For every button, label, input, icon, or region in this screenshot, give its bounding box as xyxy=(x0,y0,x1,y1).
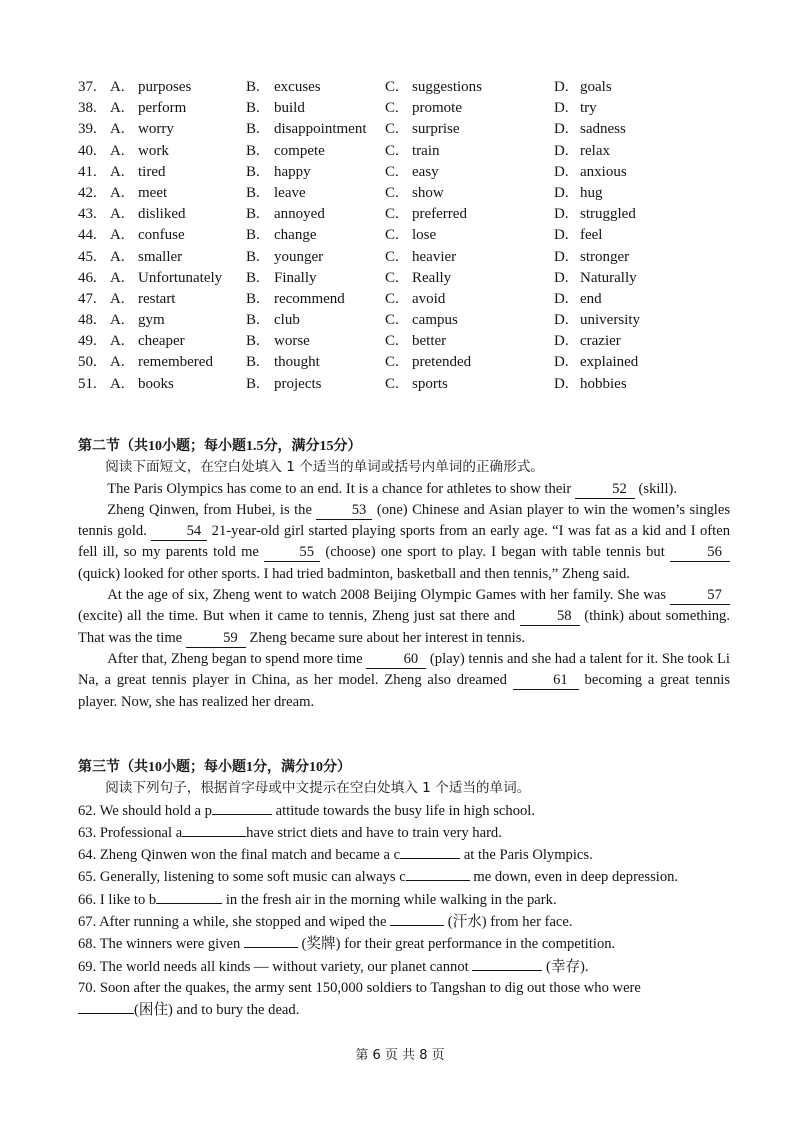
option-c: pretended xyxy=(412,354,472,371)
option-letter: D. xyxy=(554,290,569,307)
option-a: disliked xyxy=(138,206,186,223)
blank-58[interactable]: 58 xyxy=(520,608,580,626)
option-letter: B. xyxy=(246,163,260,180)
option-c: show xyxy=(412,184,444,201)
option-b: leave xyxy=(274,184,306,201)
option-d: goals xyxy=(580,79,612,95)
option-c: heavier xyxy=(412,248,457,265)
sentence-63: 63. Professional a have strict diets and have to train very hard. xyxy=(78,822,730,844)
option-letter: D. xyxy=(554,206,569,223)
option-b: younger xyxy=(274,248,324,265)
option-letter: C. xyxy=(385,290,399,307)
option-d: explained xyxy=(580,354,639,371)
option-letter: C. xyxy=(385,79,399,95)
option-c: better xyxy=(412,333,447,350)
option-b: happy xyxy=(274,163,311,180)
question-number: 44. xyxy=(78,227,97,244)
option-a: worry xyxy=(138,121,174,138)
option-letter: C. xyxy=(385,142,399,159)
question-number: 43. xyxy=(78,206,97,223)
option-letter: B. xyxy=(246,206,260,223)
option-letter: D. xyxy=(554,354,569,371)
option-b: annoyed xyxy=(274,206,325,223)
option-letter: A. xyxy=(110,312,125,329)
passage-paragraph-1: The Paris Olympics has come to an end. It is a chance for athletes to show their 52 (skill). xyxy=(107,480,678,497)
option-letter: A. xyxy=(110,163,125,180)
option-c: avoid xyxy=(412,290,446,307)
option-letter: B. xyxy=(246,121,260,138)
question-row xyxy=(78,204,738,225)
blank-52[interactable]: 52 xyxy=(575,481,635,499)
option-letter: C. xyxy=(385,375,399,392)
option-b: disappointment xyxy=(274,121,367,138)
option-letter: C. xyxy=(385,312,399,329)
option-letter: C. xyxy=(385,269,399,286)
option-letter: A. xyxy=(110,184,125,201)
blank-64[interactable] xyxy=(400,844,460,859)
blank-56[interactable]: 56 xyxy=(670,544,730,562)
sentence-70: 70. Soon after the quakes, the army sent 150,000 soldiers to Tangshan to dig out those who were xyxy=(78,979,641,996)
question-number: 46. xyxy=(78,269,97,286)
option-letter: C. xyxy=(385,227,399,244)
option-letter: C. xyxy=(385,354,399,371)
option-d: hobbies xyxy=(580,375,627,392)
option-b: recommend xyxy=(274,290,345,307)
option-d: crazier xyxy=(580,333,621,350)
question-number: 47. xyxy=(78,290,97,307)
option-a: perform xyxy=(138,100,187,117)
section-2-title: 第二节（共10小题；每小题1.5分，满分15分） xyxy=(78,438,362,454)
sentence-67: 67. After running a while, she stopped and wiped the (汗水) from her face. xyxy=(78,911,730,933)
question-number: 37. xyxy=(78,79,97,95)
option-a: remembered xyxy=(138,354,213,371)
option-d: hug xyxy=(580,184,603,201)
option-c: train xyxy=(412,142,440,159)
option-d: feel xyxy=(580,227,603,244)
option-letter: D. xyxy=(554,248,569,265)
page-footer: 第 6 页 共 8 页 xyxy=(355,1048,445,1063)
question-row xyxy=(78,289,738,310)
blank-55[interactable]: 55 xyxy=(264,544,320,562)
option-b: change xyxy=(274,227,317,244)
option-letter: B. xyxy=(246,248,260,265)
option-a: Unfortunately xyxy=(138,269,223,286)
option-letter: C. xyxy=(385,163,399,180)
question-row xyxy=(78,98,738,119)
option-a: restart xyxy=(138,290,176,307)
multiple-choice-options xyxy=(78,77,738,395)
question-row xyxy=(78,310,738,331)
option-a: smaller xyxy=(138,248,183,265)
sentence-69: 69. The world needs all kinds — without variety, our planet cannot (幸存). xyxy=(78,956,730,978)
option-c: suggestions xyxy=(412,79,483,95)
option-letter: C. xyxy=(385,206,399,223)
blank-53[interactable]: 53 xyxy=(316,502,372,520)
option-letter: C. xyxy=(385,333,399,350)
option-a: work xyxy=(138,142,169,159)
option-b: Finally xyxy=(274,269,317,286)
option-letter: D. xyxy=(554,333,569,350)
question-number: 49. xyxy=(78,333,97,350)
option-c: easy xyxy=(412,163,439,180)
option-letter: B. xyxy=(246,333,260,350)
option-letter: A. xyxy=(110,375,125,392)
option-letter: A. xyxy=(110,269,125,286)
option-d: end xyxy=(580,290,602,307)
option-b: club xyxy=(274,312,300,329)
question-row xyxy=(78,183,738,204)
blank-70[interactable] xyxy=(78,999,134,1014)
question-row xyxy=(78,162,738,183)
question-row xyxy=(78,268,738,289)
option-a: purposes xyxy=(138,79,192,95)
option-b: thought xyxy=(274,354,320,371)
option-c: lose xyxy=(412,227,437,244)
question-row xyxy=(78,352,738,373)
question-row xyxy=(78,141,738,162)
sentence-64: 64. Zheng Qinwen won the final match and became a c at the Paris Olympics. xyxy=(78,844,730,866)
option-letter: B. xyxy=(246,354,260,371)
option-letter: A. xyxy=(110,248,125,265)
option-c: Really xyxy=(412,269,452,286)
blank-67[interactable] xyxy=(390,911,444,926)
option-b: excuses xyxy=(274,79,321,95)
sentence-70-cont: (困住) and to bury the dead. xyxy=(78,999,730,1021)
option-b: projects xyxy=(274,375,322,392)
option-letter: D. xyxy=(554,79,569,95)
section-3-title: 第三节（共10小题；每小题1分，满分10分） xyxy=(78,759,351,775)
option-c: campus xyxy=(412,312,458,329)
question-number: 48. xyxy=(78,312,97,329)
question-row xyxy=(78,331,738,352)
question-row xyxy=(78,374,738,395)
option-d: sadness xyxy=(580,121,626,138)
option-letter: C. xyxy=(385,184,399,201)
option-letter: A. xyxy=(110,333,125,350)
blank-63[interactable] xyxy=(182,822,246,837)
blank-60[interactable]: 60 xyxy=(366,651,426,669)
option-letter: A. xyxy=(110,227,125,244)
blank-65[interactable] xyxy=(406,866,470,881)
option-letter: D. xyxy=(554,269,569,286)
blank-54[interactable]: 54 xyxy=(151,523,207,541)
option-d: stronger xyxy=(580,248,630,265)
section-3-instruction: 阅读下列句子，根据首字母或中文提示在空白处填入 1 个适当的单词。 xyxy=(105,780,531,797)
option-letter: A. xyxy=(110,206,125,223)
option-letter: D. xyxy=(554,312,569,329)
option-letter: B. xyxy=(246,312,260,329)
option-a: confuse xyxy=(138,227,185,244)
option-a: tired xyxy=(138,163,166,180)
option-d: anxious xyxy=(580,163,627,180)
option-letter: D. xyxy=(554,163,569,180)
option-c: surprise xyxy=(412,121,460,138)
option-a: gym xyxy=(138,312,165,329)
option-letter: B. xyxy=(246,79,260,95)
option-letter: D. xyxy=(554,121,569,138)
question-number: 51. xyxy=(78,375,97,392)
blank-59[interactable]: 59 xyxy=(186,630,246,648)
question-number: 38. xyxy=(78,100,97,117)
option-letter: B. xyxy=(246,100,260,117)
option-letter: B. xyxy=(246,290,260,307)
option-letter: A. xyxy=(110,79,125,95)
option-letter: B. xyxy=(246,227,260,244)
section-2 xyxy=(78,436,730,713)
option-letter: A. xyxy=(110,290,125,307)
option-d: try xyxy=(580,100,597,117)
option-a: meet xyxy=(138,184,168,201)
option-letter: A. xyxy=(110,121,125,138)
question-number: 50. xyxy=(78,354,97,371)
option-d: relax xyxy=(580,142,610,159)
option-letter: C. xyxy=(385,248,399,265)
blank-61[interactable]: 61 xyxy=(513,672,579,690)
blank-62[interactable] xyxy=(212,800,272,815)
option-letter: D. xyxy=(554,227,569,244)
option-letter: D. xyxy=(554,142,569,159)
option-d: Naturally xyxy=(580,269,637,286)
option-letter: A. xyxy=(110,142,125,159)
blank-68[interactable] xyxy=(244,933,298,948)
section-3 xyxy=(78,757,730,1022)
sentence-62: 62. We should hold a p attitude towards the busy life in high school. xyxy=(78,800,730,822)
passage-paragraph-4: After that, Zheng began to spend more time 60 (play) tennis and she had a talent for it. She took Li Na, a great tennis player in China, as her model. Zheng also dreamed 61 becoming a great tennis player. Now, she has realized her dream. xyxy=(78,650,730,710)
blank-66[interactable] xyxy=(156,889,222,904)
question-number: 40. xyxy=(78,142,97,159)
question-number: 41. xyxy=(78,163,97,180)
option-letter: D. xyxy=(554,375,569,392)
sentence-66: 66. I like to b in the fresh air in the morning while walking in the park. xyxy=(78,889,730,911)
option-letter: C. xyxy=(385,100,399,117)
sentence-68: 68. The winners were given (奖牌) for their great performance in the competition. xyxy=(78,933,730,955)
passage-paragraph-2: Zheng Qinwen, from Hubei, is the 53 (one) Chinese and Asian player to win the women’s singles tennis gold. 54 21-year-old girl started playing sports from an early age. “I was fat as a kid and I often fell ill, so my parents told me 55 (choose) one sport to play. I began with table tennis but 56 (quick) looked for other sports. I had tried badminton, basketball and then tennis,” Zheng said. xyxy=(78,501,731,582)
question-number: 39. xyxy=(78,121,97,138)
passage-paragraph-3: At the age of six, Zheng went to watch 2008 Beijing Olympic Games with her family. She was 57 (excite) all the time. But when it came to tennis, Zheng just sat there and 58 (think) about something. That was the time 59 Zheng became sure about her interest in tennis. xyxy=(78,587,730,646)
blank-57[interactable]: 57 xyxy=(670,587,730,605)
option-letter: B. xyxy=(246,269,260,286)
section-2-instruction: 阅读下面短文，在空白处填入 1 个适当的单词或括号内单词的正确形式。 xyxy=(105,459,544,476)
option-letter: A. xyxy=(110,354,125,371)
option-c: promote xyxy=(412,100,462,117)
option-b: worse xyxy=(274,333,310,350)
option-d: university xyxy=(580,312,640,329)
question-number: 42. xyxy=(78,184,97,201)
option-a: cheaper xyxy=(138,333,185,350)
option-letter: B. xyxy=(246,184,260,201)
option-a: books xyxy=(138,375,174,392)
option-letter: B. xyxy=(246,142,260,159)
blank-69[interactable] xyxy=(472,956,542,971)
option-letter: B. xyxy=(246,375,260,392)
question-row xyxy=(78,225,738,246)
question-row xyxy=(78,119,738,140)
option-letter: D. xyxy=(554,100,569,117)
question-row xyxy=(78,247,738,268)
option-b: build xyxy=(274,100,305,117)
option-letter: D. xyxy=(554,184,569,201)
option-c: sports xyxy=(412,375,448,392)
option-letter: A. xyxy=(110,100,125,117)
option-c: preferred xyxy=(412,206,467,223)
option-d: struggled xyxy=(580,206,636,223)
sentence-65: 65. Generally, listening to some soft music can always c me down, even in deep depression. xyxy=(78,866,730,888)
question-number: 45. xyxy=(78,248,97,265)
option-letter: C. xyxy=(385,121,399,138)
option-b: compete xyxy=(274,142,325,159)
question-row xyxy=(78,77,738,98)
